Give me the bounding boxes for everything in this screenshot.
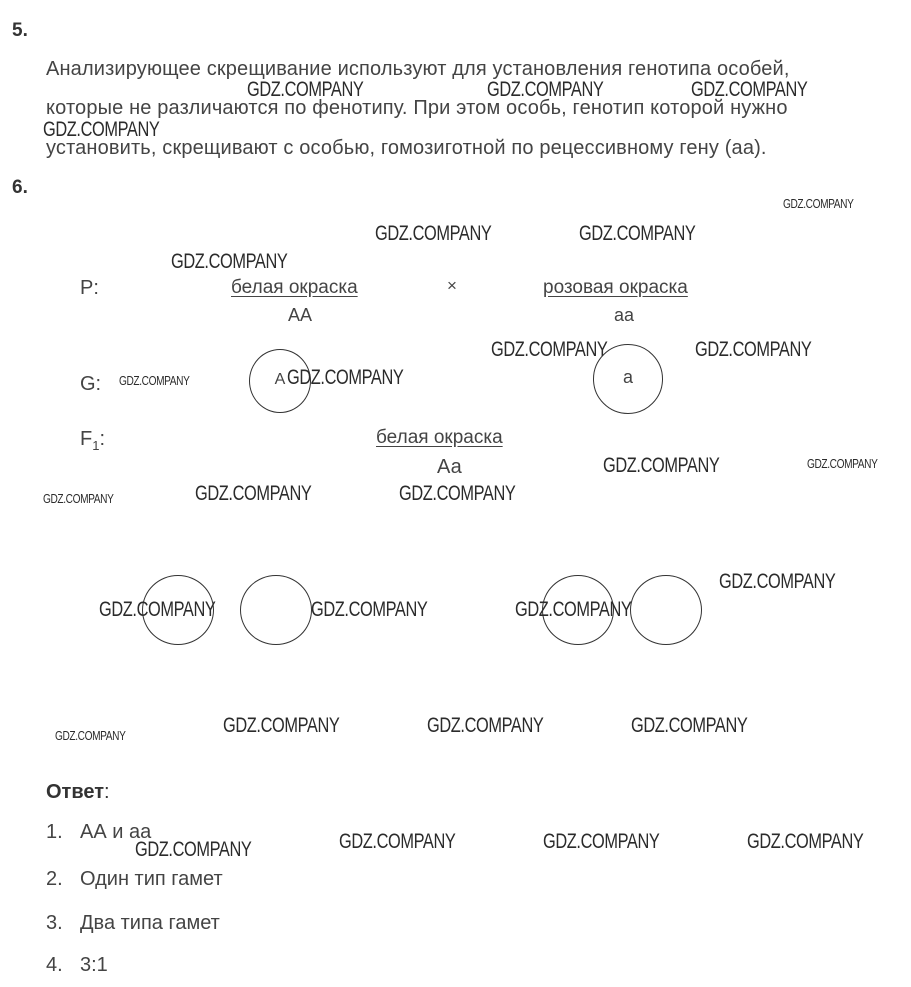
watermark: GDZ.COMPANY [43, 118, 160, 141]
gamete-1-allele: A [274, 371, 286, 388]
watermark: GDZ.COMPANY [783, 196, 854, 211]
watermark: GDZ.COMPANY [339, 830, 456, 853]
answer-item-3 [46, 912, 220, 935]
gametes-label: G: [80, 373, 102, 395]
cross-sign: × [447, 276, 457, 295]
question-5-line-3: установить, скрещивают с особью, гомозиготной по рецессивному гену (аа). [46, 137, 767, 159]
empty-circle-2 [240, 575, 312, 645]
answer-item-number: 4. [46, 954, 63, 976]
f1-phenotype: белая окраска [376, 427, 503, 448]
empty-circle-4 [630, 575, 702, 645]
answer-item-number: 2. [46, 868, 63, 890]
answer-item-number: 1. [46, 821, 63, 843]
watermark: GDZ.COMPANY [719, 570, 836, 593]
answer-item-number: 3. [46, 912, 63, 934]
watermark: GDZ.COMPANY [695, 338, 812, 361]
watermark: GDZ.COMPANY [631, 714, 748, 737]
watermark: GDZ.COMPANY [543, 830, 660, 853]
f1-letter: F [80, 428, 93, 450]
answer-item-text: Один тип гамет [80, 868, 223, 890]
watermark: GDZ.COMPANY [807, 456, 878, 471]
question-6-number: 6. [12, 177, 28, 198]
watermark: GDZ.COMPANY [247, 78, 364, 101]
watermark: GDZ.COMPANY [691, 78, 808, 101]
answer-colon: : [104, 781, 110, 803]
watermark: GDZ.COMPANY [487, 78, 604, 101]
watermark: GDZ.COMPANY [375, 222, 492, 245]
watermark: GDZ.COMPANY [603, 454, 720, 477]
answer-item-text: АА и аа [80, 821, 152, 843]
answer-item-text: Два типа гамет [80, 912, 220, 934]
watermark: GDZ.COMPANY [311, 598, 428, 621]
parent-2-phenotype: розовая окраска [543, 277, 688, 298]
parent-1-phenotype: белая окраска [231, 277, 358, 298]
watermark: GDZ.COMPANY [43, 491, 114, 506]
f1-genotype: Аа [437, 456, 462, 478]
watermark: GDZ.COMPANY [747, 830, 864, 853]
watermark: GDZ.COMPANY [195, 482, 312, 505]
watermark: GDZ.COMPANY [119, 373, 190, 388]
answer-item-text: 3:1 [80, 954, 108, 976]
question-5-line-1: Анализирующее скрещивание используют для установления генотипа особей, [46, 58, 790, 80]
f1-subscript: 1 [92, 438, 100, 453]
watermark: GDZ.COMPANY [515, 598, 632, 621]
watermark: GDZ.COMPANY [135, 838, 252, 861]
answer-title: Ответ [46, 781, 105, 803]
watermark: GDZ.COMPANY [223, 714, 340, 737]
parent-2-genotype: аа [614, 305, 635, 325]
watermark: GDZ.COMPANY [579, 222, 696, 245]
watermark: GDZ.COMPANY [287, 366, 404, 389]
watermark: GDZ.COMPANY [427, 714, 544, 737]
watermark: GDZ.COMPANY [171, 250, 288, 273]
watermark: GDZ.COMPANY [99, 598, 216, 621]
gamete-2-allele: a [622, 367, 633, 387]
parent-1-genotype: АА [288, 305, 313, 325]
answer-item-2 [46, 868, 223, 891]
watermark: GDZ.COMPANY [55, 728, 126, 743]
question-5-line-2: которые не различаются по фенотипу. При этом особь, генотип которой нужно [46, 97, 788, 119]
f1-colon: : [99, 428, 106, 450]
watermark: GDZ.COMPANY [491, 338, 608, 361]
answer-heading [46, 781, 110, 804]
question-5-number: 5. [12, 20, 28, 41]
parents-label: P: [80, 277, 99, 299]
answer-item-4 [46, 954, 108, 977]
watermark: GDZ.COMPANY [399, 482, 516, 505]
f1-label [80, 428, 105, 453]
